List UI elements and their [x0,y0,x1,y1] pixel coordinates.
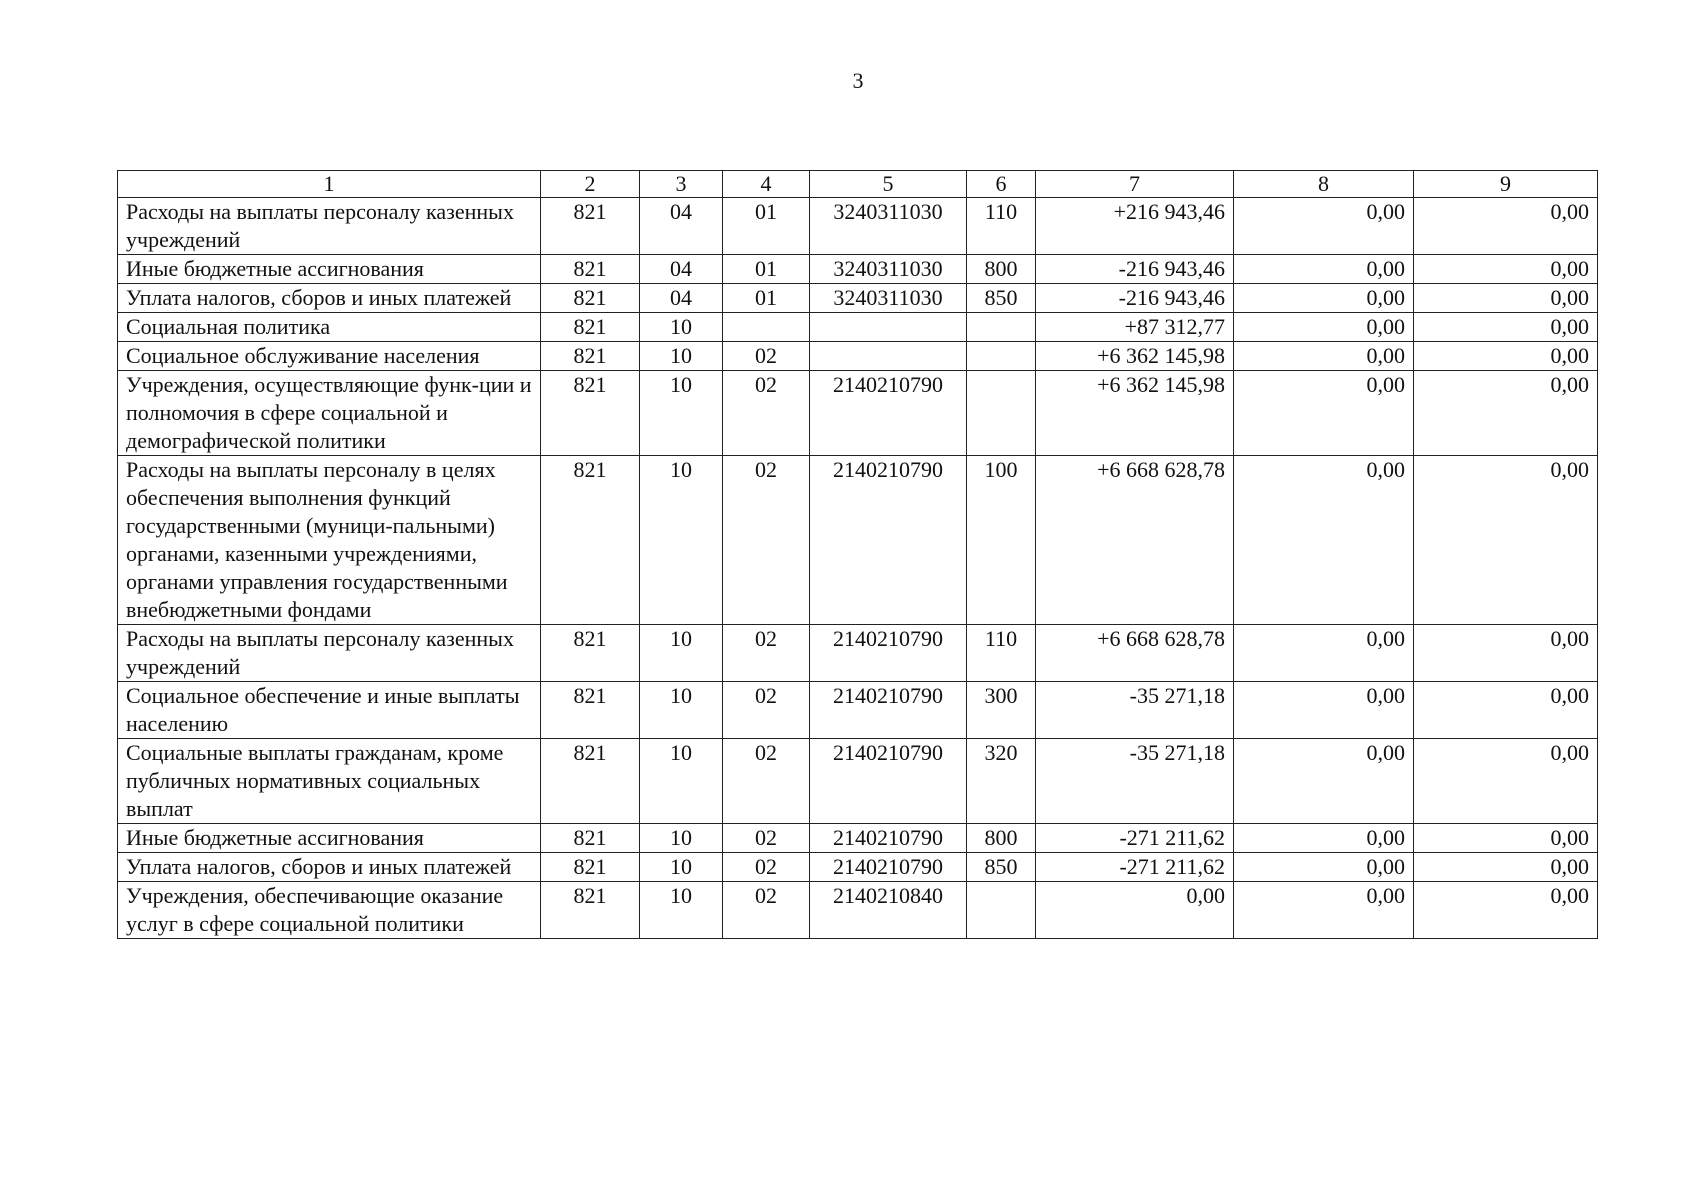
row-amount-cell: 0,00 [1234,625,1414,682]
table-row [118,882,1598,939]
row-amount-cell: +87 312,77 [1036,313,1234,342]
row-amount-cell: +6 362 145,98 [1036,342,1234,371]
row-target-cell: 2140210790 [810,853,967,882]
row-code-cell: 821 [541,625,640,682]
row-target-cell: 3240311030 [810,198,967,255]
table-row [118,853,1598,882]
row-target-cell: 2140210790 [810,824,967,853]
row-type-cell: 800 [967,824,1036,853]
column-header: 5 [810,171,967,198]
row-type-cell [967,313,1036,342]
row-amount-cell: 0,00 [1414,313,1598,342]
row-name-cell: Иные бюджетные ассигнования [118,824,541,853]
row-code-cell: 821 [541,313,640,342]
row-amount-cell: +6 362 145,98 [1036,371,1234,456]
row-section-cell: 04 [640,198,723,255]
row-section-cell: 10 [640,739,723,824]
row-amount-cell: 0,00 [1414,255,1598,284]
row-section-cell: 10 [640,313,723,342]
row-amount-cell: 0,00 [1414,371,1598,456]
row-section-cell: 10 [640,853,723,882]
row-subsection-cell: 01 [723,284,810,313]
row-amount-cell: +216 943,46 [1036,198,1234,255]
table-header-row [118,171,1598,198]
row-amount-cell: 0,00 [1414,739,1598,824]
row-subsection-cell: 02 [723,739,810,824]
row-amount-cell: 0,00 [1234,342,1414,371]
row-amount-cell: -271 211,62 [1036,853,1234,882]
row-amount-cell: 0,00 [1414,882,1598,939]
column-header: 4 [723,171,810,198]
row-type-cell: 100 [967,456,1036,625]
table-row [118,198,1598,255]
table-row [118,456,1598,625]
row-amount-cell: 0,00 [1234,739,1414,824]
row-amount-cell: -35 271,18 [1036,739,1234,824]
row-subsection-cell: 02 [723,853,810,882]
row-amount-cell: +6 668 628,78 [1036,625,1234,682]
row-subsection-cell: 02 [723,371,810,456]
row-type-cell: 320 [967,739,1036,824]
row-amount-cell: 0,00 [1414,824,1598,853]
row-amount-cell: 0,00 [1234,255,1414,284]
row-subsection-cell: 01 [723,198,810,255]
column-header: 8 [1234,171,1414,198]
row-amount-cell: -216 943,46 [1036,255,1234,284]
row-code-cell: 821 [541,882,640,939]
row-amount-cell: 0,00 [1234,313,1414,342]
row-code-cell: 821 [541,682,640,739]
row-amount-cell: 0,00 [1234,284,1414,313]
row-section-cell: 04 [640,255,723,284]
row-name-cell: Социальная политика [118,313,541,342]
row-target-cell: 2140210790 [810,371,967,456]
row-subsection-cell: 01 [723,255,810,284]
row-section-cell: 10 [640,882,723,939]
row-section-cell: 10 [640,625,723,682]
row-target-cell [810,313,967,342]
table-row [118,255,1598,284]
table-row [118,284,1598,313]
row-code-cell: 821 [541,824,640,853]
column-header: 7 [1036,171,1234,198]
budget-table [117,170,1598,939]
row-target-cell: 2140210840 [810,882,967,939]
row-code-cell: 821 [541,342,640,371]
row-type-cell: 800 [967,255,1036,284]
row-subsection-cell: 02 [723,682,810,739]
row-type-cell: 850 [967,284,1036,313]
row-type-cell [967,371,1036,456]
table-row [118,625,1598,682]
table-row [118,342,1598,371]
row-subsection-cell: 02 [723,882,810,939]
row-target-cell: 2140210790 [810,739,967,824]
row-amount-cell: 0,00 [1414,682,1598,739]
row-code-cell: 821 [541,371,640,456]
row-target-cell: 2140210790 [810,682,967,739]
row-target-cell [810,342,967,371]
row-amount-cell: 0,00 [1234,682,1414,739]
row-amount-cell: 0,00 [1234,198,1414,255]
row-code-cell: 821 [541,456,640,625]
row-amount-cell: 0,00 [1414,342,1598,371]
row-amount-cell: 0,00 [1414,625,1598,682]
table-row [118,371,1598,456]
row-section-cell: 04 [640,284,723,313]
row-target-cell: 2140210790 [810,625,967,682]
row-section-cell: 10 [640,342,723,371]
row-section-cell: 10 [640,682,723,739]
row-code-cell: 821 [541,739,640,824]
row-amount-cell: 0,00 [1234,853,1414,882]
table-row [118,682,1598,739]
row-subsection-cell: 02 [723,824,810,853]
table-row [118,824,1598,853]
table-row [118,739,1598,824]
row-name-cell: Расходы на выплаты персоналу казенных учреждений [118,625,541,682]
column-header: 6 [967,171,1036,198]
row-target-cell: 3240311030 [810,284,967,313]
row-type-cell: 110 [967,198,1036,255]
row-amount-cell: 0,00 [1036,882,1234,939]
row-name-cell: Уплата налогов, сборов и иных платежей [118,853,541,882]
column-header: 9 [1414,171,1598,198]
column-header: 3 [640,171,723,198]
row-amount-cell: 0,00 [1234,371,1414,456]
row-subsection-cell [723,313,810,342]
row-subsection-cell: 02 [723,625,810,682]
row-section-cell: 10 [640,824,723,853]
row-type-cell: 850 [967,853,1036,882]
row-section-cell: 10 [640,371,723,456]
row-amount-cell: -216 943,46 [1036,284,1234,313]
page-number: 3 [852,68,864,93]
row-amount-cell: 0,00 [1414,853,1598,882]
row-amount-cell: 0,00 [1234,456,1414,625]
column-header: 2 [541,171,640,198]
row-type-cell: 110 [967,625,1036,682]
row-subsection-cell: 02 [723,456,810,625]
row-subsection-cell: 02 [723,342,810,371]
row-amount-cell: 0,00 [1414,456,1598,625]
row-amount-cell: 0,00 [1414,198,1598,255]
row-code-cell: 821 [541,853,640,882]
row-amount-cell: -271 211,62 [1036,824,1234,853]
row-amount-cell: -35 271,18 [1036,682,1234,739]
row-type-cell: 300 [967,682,1036,739]
row-name-cell: Социальное обслуживание населения [118,342,541,371]
row-amount-cell: +6 668 628,78 [1036,456,1234,625]
row-amount-cell: 0,00 [1414,284,1598,313]
row-name-cell: Социальные выплаты гражданам, кроме публичных нормативных социальных выплат [118,739,541,824]
row-code-cell: 821 [541,255,640,284]
row-name-cell: Расходы на выплаты персоналу казенных учреждений [118,198,541,255]
row-section-cell: 10 [640,456,723,625]
row-amount-cell: 0,00 [1234,824,1414,853]
row-name-cell: Уплата налогов, сборов и иных платежей [118,284,541,313]
column-header: 1 [118,171,541,198]
row-code-cell: 821 [541,198,640,255]
table-row [118,313,1598,342]
row-type-cell [967,342,1036,371]
row-type-cell [967,882,1036,939]
row-target-cell: 2140210790 [810,456,967,625]
row-name-cell: Расходы на выплаты персоналу в целях обеспечения выполнения функций государственными (муници-пальными) органами, казенными учреждениями, органами управления государственными внебюджетными фондами [118,456,541,625]
row-name-cell: Социальное обеспечение и иные выплаты населению [118,682,541,739]
row-code-cell: 821 [541,284,640,313]
row-name-cell: Учреждения, обеспечивающие оказание услуг в сфере социальной политики [118,882,541,939]
row-target-cell: 3240311030 [810,255,967,284]
row-name-cell: Иные бюджетные ассигнования [118,255,541,284]
row-name-cell: Учреждения, осуществляющие функ-ции и полномочия в сфере социальной и демографической политики [118,371,541,456]
row-amount-cell: 0,00 [1234,882,1414,939]
